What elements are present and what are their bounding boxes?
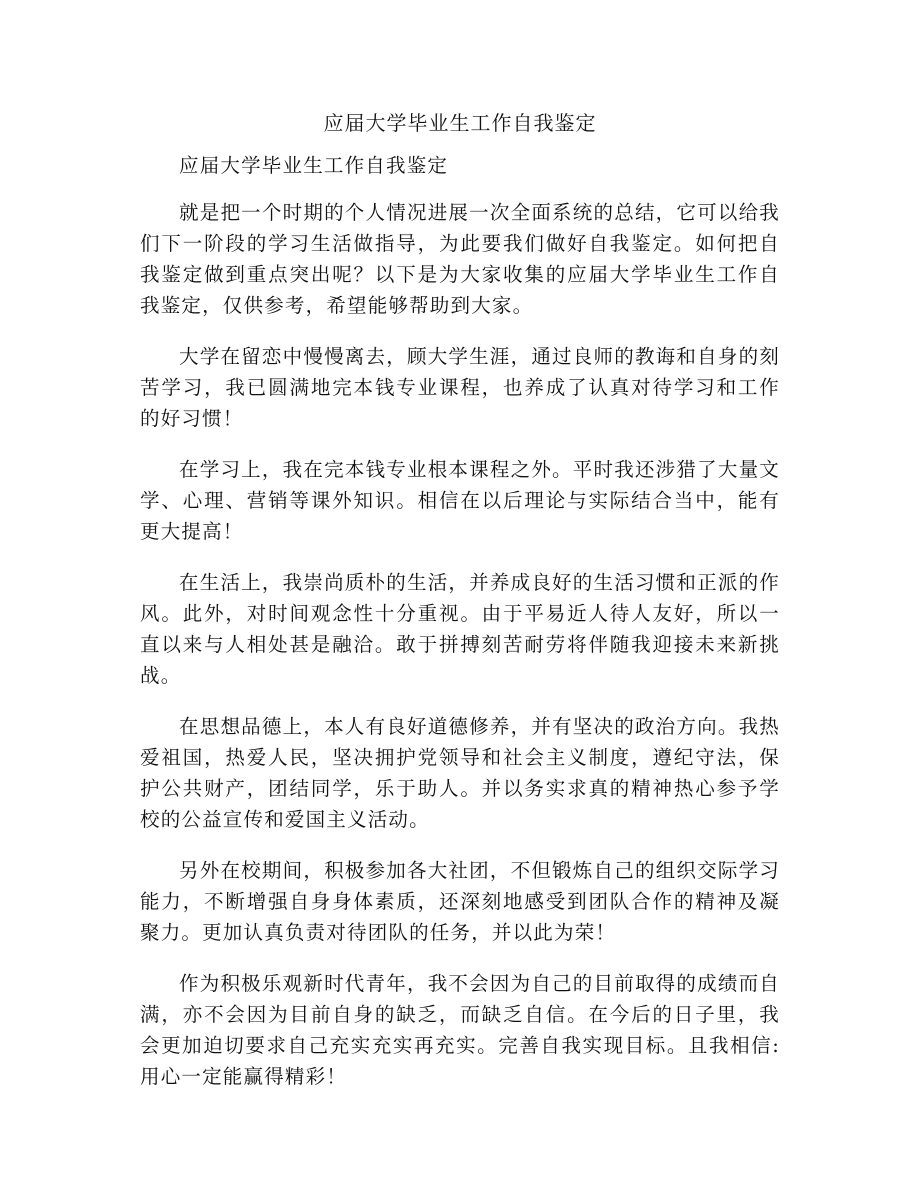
paragraph-morality: 在思想品德上，本人有良好道德修养，并有坚决的政治方向。我热爱祖国，热爱人民，坚决拥护党领导和社会主义制度，遵纪守法，保护公共财产，团结同学，乐于助人。并以务实求真的精神热心参予学校的公益宣传和爱国主义活动。: [140, 715, 780, 831]
document-body: [140, 150, 780, 1112]
paragraph-intro: 就是把一个时期的个人情况进展一次全面系统的总结，它可以给我们下一阶段的学习生活做指导，为此要我们做好自我鉴定。如何把自我鉴定做到重点突出呢？以下是为大家收集的应届大学毕业生工作自我鉴定，仅供参考，希望能够帮助到大家。: [140, 201, 780, 317]
paragraph-life: 在生活上，我崇尚质朴的生活，并养成良好的生活习惯和正派的作风。此外，对时间观念性十分重视。由于平易近人待人友好，所以一直以来与人相处甚是融洽。敢于拼搏刻苦耐劳将伴随我迎接未来新挑战。: [140, 571, 780, 687]
paragraph-university: 大学在留恋中慢慢离去，顾大学生涯，通过良师的教诲和自身的刻苦学习，我已圆满地完本钱专业课程，也养成了认真对待学习和工作的好习惯！: [140, 345, 780, 430]
paragraph-clubs: 另外在校期间，积极参加各大社团，不但锻炼自己的组织交际学习能力，不断增强自身身体素质，还深刻地感受到团队合作的精神及凝聚力。更加认真负责对待团队的任务，并以此为荣！: [140, 859, 780, 944]
paragraph-conclusion: 作为积极乐观新时代青年，我不会因为自己的目前取得的成绩而自满，亦不会因为目前自身的缺乏，而缺乏自信。在今后的日子里，我会更加迫切要求自己充实充实再充实。完善自我实现目标。且我相信:用心一定能赢得精彩！: [140, 972, 780, 1088]
document-subtitle: 应届大学毕业生工作自我鉴定: [179, 154, 449, 177]
paragraph-study: 在学习上，我在完本钱专业根本课程之外。平时我还涉猎了大量文学、心理、营销等课外知识。相信在以后理论与实际结合当中，能有更大提高！: [140, 458, 780, 543]
document-title: 应届大学毕业生工作自我鉴定: [323, 111, 597, 135]
